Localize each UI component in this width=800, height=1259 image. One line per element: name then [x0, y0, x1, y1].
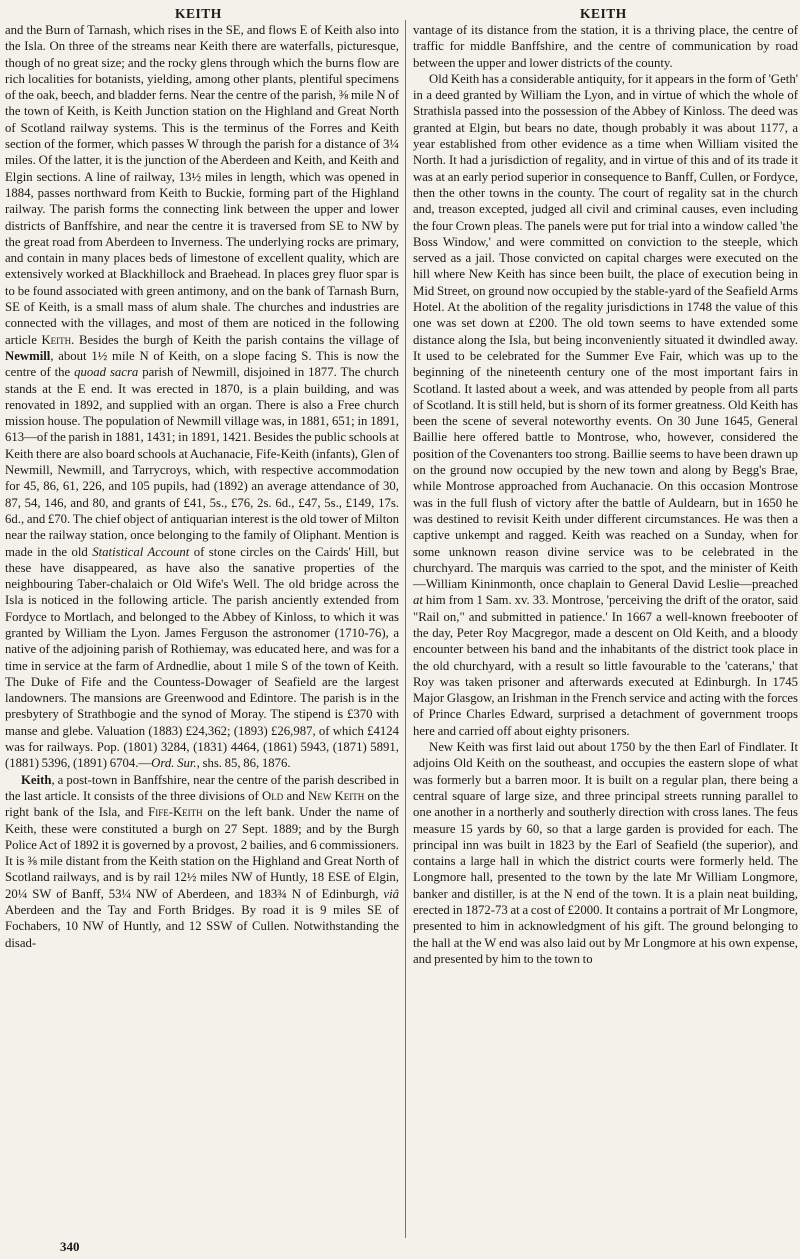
running-header-left: KEITH: [175, 6, 222, 21]
paragraph-continued: vantage of its distance from the station, it is a thriving place, the centre of traffic for middle Banffshire, and the centre of communication by road between the upper and lower districts of the county.: [413, 23, 798, 70]
column-divider: [405, 20, 406, 1238]
entry-keith: Keith: [21, 772, 52, 787]
running-header-right: KEITH: [580, 6, 627, 21]
paragraph-old-keith: Old Keith has a considerable antiquity, for it appears in the form of 'Geth' in a deed granted by William the Lyon, and in virtue of which the whole of Strathisla passed into the possession of the Abbey of Kinloss. The deed was granted at Elgin, but bears no date, though probably it was about 1177, a year established from other evidence as a time when William visited the North. It had a jurisdiction of regality, and in virtue of this and of its trade it was at an early period superior in consequence to Banff, Cullen, or Fordyce, then the other towns in the county. The court of regality sat in the church and, treason excepted, judged all civil and criminal causes, even including the four Crown pleas. The panels were put for trial into a window called 'the Boss Window,' and were committed on conviction to the steeple, which served as a jail. Those convicted on capital charges were executed on the hill where New Keith has since been built, the place of execution being in Mid Street, on ground now occupied by the stable-yard of the Seafield Arms Hotel. At the abolition of the regality jurisdictions in 1748 the value of this one was set down at £200. The old town seems to have extended some distance along the Isla, but being inconveniently situated it dwindled away. It used to be celebrated for the Summer Eve Fair, which was up to the beginning of the nineteenth century one of the most important fairs in Scotland. It lasted about a week, and was attended by people from all parts of Scotland. It is still held, but is shorn of its former greatness. Old Keith has been the scene of several noteworthy events. On 30 June 1645, General Baillie here offered battle to Montrose, who, however, considered the position of the Covenanters too strong. Baillie seems to have been drawn up on the ground now occupied by the new town and along by Begg's Brae, while Montrose approached from Auchanacie. On this occasion Montrose was in the full flush of victory after the battle of Auldearn, but in 1650 he was destined to revisit Keith under different circumstances. He was then a captive unkempt and ragged. Keith was reached on a Sunday, when for some unknown reason divine service was to be celebrated in the churchyard. The marquis was carried to the spot, and the minister of Keith—William Kininmonth, once chaplain to General David Leslie—preached at him from 1 Sam. xv. 33. Montrose, 'perceiving the drift of the orator, said "Rail on," and submitted in patience.' In 1667 a well-known freebooter of the day, Peter Roy Macgregor, made a descent on Old Keith, and a bloody encounter between his band and the inhabitants of the district took place in the old churchyard, with a result so little favourable to the 'caterans,' that Roy was taken prisoner and afterwards executed at Edinburgh. In 1745 Major Glasgow, an Irishman in the French service and acting with the forces of Prince Charles Edward, surprised a detachment of government troops here and carried off about eighty prisoners.: [413, 71, 798, 738]
right-column: [413, 22, 798, 967]
paragraph-parish-continued: and the Burn of Tarnash, which rises in the SE, and flows E of Keith also into the Isla. On three of the streams near Keith there are waterfalls, picturesque, though of no great size; and the rocky glens through which the burns flow are rich localities for botanists, yielding, among other plants, plentiful specimens of the oak, beech, and bladder ferns. Near the centre of the parish, ⅜ mile N of the town of Keith, is Keith Junction station on the Highland and Great North of Scotland railway systems. This is the terminus of the Forres and Keith section of the former, which passes W through the parish for a distance of 3¼ miles. Of the latter, it is the junction of the Aberdeen and Keith, and Keith and Elgin sections. A line of railway, 13½ miles in length, which was opened in 1884, passes northward from Keith to Buckie, forming part of the Highland railway. The parish forms the connecting link between the upper and lower districts of Banffshire, and near the centre it is traversed from SE to NW by the great road from Aberdeen to Inverness. The underlying rocks are primary, and contain in many places beds of limestone of excellent quality, which are extensively worked at Blackhillock and Braehead. In places grey fluor spar is to be found associated with green antimony, and on the bank of Tarnash Burn, SE of Keith, is a small mass of alum shale. The churches and industries are connected with the villages, and most of them are noticed in the following article Keith. Besides the burgh of Keith the parish contains the village of Newmill, about 1½ mile N of Keith, on a slope facing S. This is now the centre of the quoad sacra parish of Newmill, disjoined in 1877. The church stands at the E end. It was erected in 1870, is a plain building, and was renovated in 1892, and supplied with an organ. There is also a Free church mission house. The population of Newmill village was, in 1881, 651; in 1891, 613—of the parish in 1881, 1431; in 1891, 1421. Besides the public schools at Keith there are also board schools at Auchanacie, Fife-Keith (infants), Glen of Newmill, Newmill, and Tarrycroys, which, with respective accommodation for 45, 86, 61, 226, and 105 pupils, had (1892) an average attendance of 30, 87, 54, 146, and 80, and grants of £41, 5s., £76, 2s. 6d., £47, 5s., £149, 17s. 6d., and £70. The chief object of antiquarian interest is the old tower of Milton near the railway station, once belonging to the family of Oliphant. Mention is made in the old Statistical Account of stone circles on the Cairds' Hill, but these have disappeared, as have also the sanative properties of the neighbouring Taber-chalaich or Old Wife's Well. The old bridge across the Isla is noticed in the following article. The parish anciently extended from Fordyce to Mortlach, and belonged to the Abbey of Kinloss, to which it was granted by William the Lyon. James Ferguson the astronomer (1710-76), a native of the adjoining parish of Rothiemay, was educated here, and was for a time in service at the farm of Ardnedlie, about 1 mile S of the town of Keith. The Duke of Fife and the Countess-Dowager of Seafield are the largest landowners. The mansions are Greenwood and Edintore. The parish is in the presbytery of Strathbogie and the synod of Moray. The stipend is £370 with manse and glebe. Valuation (1883) £24,362; (1893) £26,987, of which £4124 was for railways. Pop. (1801) 3284, (1831) 4464, (1861) 5943, (1871) 5891, (1881) 5396, (1891) 6704.—Ord. Sur., shs. 85, 86, 1876.: [5, 23, 399, 771]
page-number: 340: [60, 1239, 80, 1254]
entry-newmill: Newmill: [5, 348, 51, 363]
left-column: [5, 22, 399, 951]
small-caps-keith: Keith: [41, 332, 72, 347]
paragraph-keith-town: Keith, a post-town in Banffshire, near the centre of the parish described in the last article. It consists of the three divisions of Old and New Keith on the right bank of the Isla, and Fife-Keith on the left bank. Under the name of Keith, these were constituted a burgh on 27 Sept. 1889; and by the Burgh Police Act of 1892 it is governed by a provost, 2 bailies, and 6 commissioners. It is ⅜ mile distant from the Keith station on the Highland and Great North of Scotland railways, and is by rail 12½ miles NW of Huntly, 18 ESE of Elgin, 20¼ SW of Banff, 53¼ NW of Aberdeen, and 183¾ N of Edinburgh, viâ Aberdeen and the Tay and Forth Bridges. By road it is 9 miles SE of Fochabers, 10 NW of Huntly, and 12 SSW of Cullen. Notwithstanding the disad-: [5, 772, 399, 950]
paragraph-new-keith: New Keith was first laid out about 1750 by the then Earl of Findlater. It adjoins Old Keith on the southeast, and occupies the eastern slope of what was formerly but a barren moor. It is built on a regular plan, there being a central square of large size, and three principal streets running parallel to one another in a northerly and southerly direction with cross lanes. The feus measure 15 yards by 60, so that a large garden is provided for each. The principal inn was built in 1823 by the Earl of Seafield (the superior), and contains a large hall in which the district courts were formerly held. The Longmore hall, presented to the town by the late Mr William Longmore, banker and distiller, is at the N end of the town. It is a plain neat building, erected in 1872-73 at a cost of £2000. It contains a portrait of Mr Longmore, presented to him in acknowledgment of his gift. The ground belonging to the hall at the W end was also laid out by Mr Longmore at his own expense, and presented by him to the town to: [413, 740, 798, 966]
